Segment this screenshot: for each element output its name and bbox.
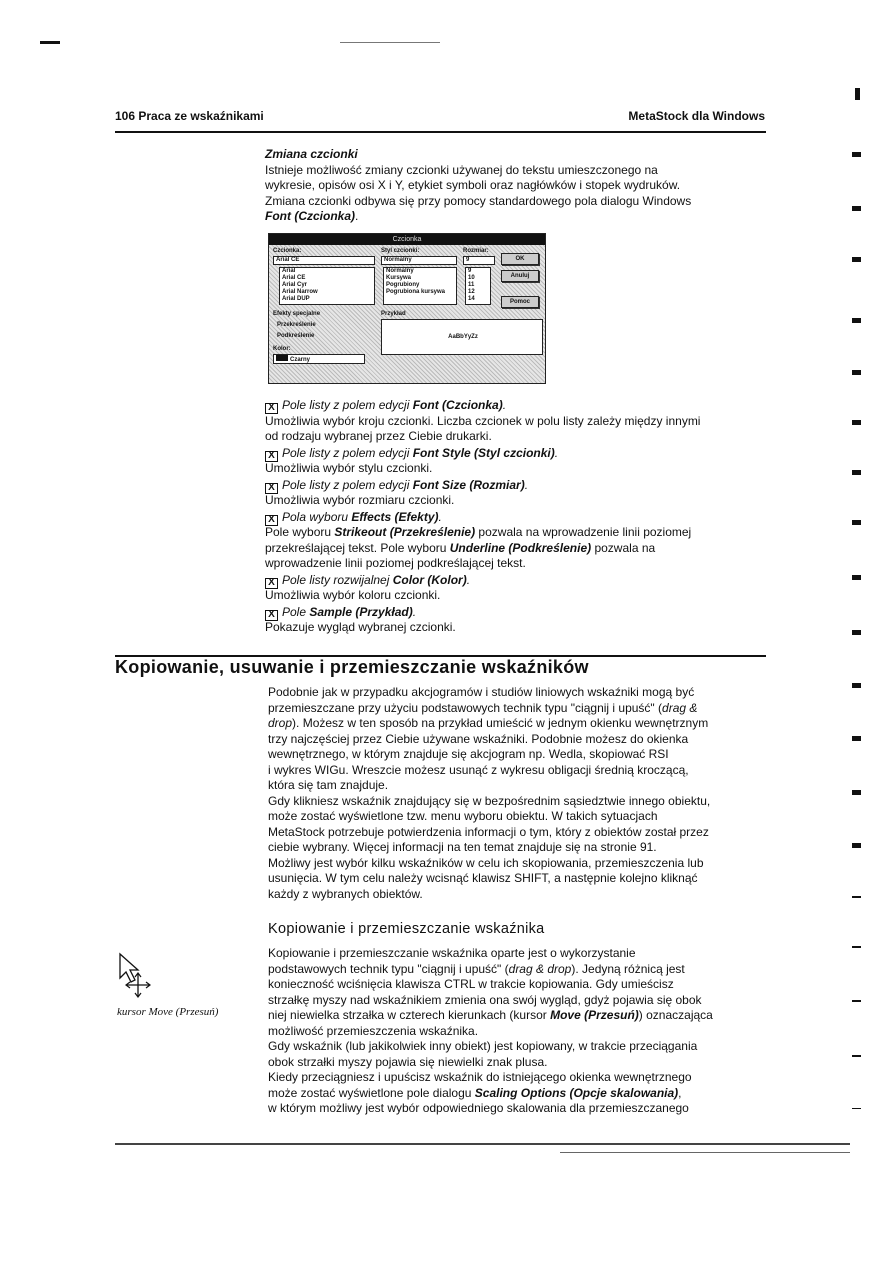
list-option: Pogrubiony [386,282,420,288]
text-span: drag & drop [508,961,572,976]
color-value: Czarny [290,357,311,363]
text-line [268,840,710,856]
checkbox-icon: X [265,483,278,494]
text-span: Istnieje możliwość zmiany czcionki używanej do tekstu umieszczonego na [265,162,658,177]
checkbox-icon: X [265,578,278,589]
list-option: Pogrubiona kursywa [386,289,446,295]
text-span: Możliwy jest wybór kilku wskaźników w celu ich skopiowania, przemieszczenia lub [268,855,704,870]
text-span: strzałkę myszy nad wskaźnikiem zmienia ona swój wygląd, gdyż pojawia się obok [268,992,702,1007]
text-line [265,620,700,636]
text-span: drag & [662,700,698,715]
text-line [265,588,700,604]
dialog-item-description [265,605,700,636]
font-list [279,267,375,305]
text-line [265,461,700,477]
text-span: Pole listy z polem edycji [282,398,413,412]
list-option: Kursywa [386,275,412,281]
cancel-button: Anuluj [501,270,539,282]
text-line [268,1070,713,1086]
text-line [265,556,700,572]
text-span: wewnętrznego, w którym znajduje się akcjogram np. Wedla, skopiować RSI [268,747,669,761]
main-paragraph [268,685,710,902]
move-cursor-icon [118,952,158,1002]
list-option: 10 [468,275,475,281]
text-span: Umożliwia wybór koloru czcionki. [265,588,441,602]
checkbox-icon: X [265,610,278,621]
text-span: Gdy klikniesz wskaźnik znajdujący się w bezpośrednim sąsiedztwie innego obiektu, [268,793,711,808]
text-span: Pole [282,604,310,619]
text-span: . [355,209,359,223]
sample-label: Przykład [381,311,406,317]
text-span: Zmiana czcionki [265,147,358,161]
text-line [265,178,691,194]
style-input: Normalny [381,256,457,265]
text-span: wykresie, opisów osi X i Y, etykiet symboli oraz nagłówków i stopek wydruków. [265,178,681,192]
checkbox-icon: X [265,403,278,414]
text-line [265,194,691,210]
checkbox-icon: X [265,451,278,462]
text-span: Gdy wskaźnik (lub jakikolwiek inny obiekt) jest kopiowany, w trakcie przeciągania [268,1039,698,1053]
text-span: Font (Czcionka) [265,209,355,223]
text-line [265,605,700,621]
text-span: ). Jedyną różnicą jest [571,961,685,976]
style-list [383,267,457,305]
font-label: Czcionka: [273,248,302,254]
text-span: . [466,572,471,587]
text-span: Underline (Podkreślenie) [449,540,592,555]
text-span: każdy z wybranych obiektów. [268,886,423,901]
text-span: Kopiowanie i przemieszczanie wskaźnika oparte jest o wykorzystanie [268,946,636,960]
text-span: . [438,509,442,524]
text-line [268,1039,713,1055]
text-span: podstawowych technik typu "ciągnij i upuść" ( [268,961,509,976]
ok-button: OK [501,253,539,265]
text-line [265,525,700,541]
text-span: . [412,604,417,619]
text-span: Pole listy z polem edycji [282,477,413,492]
dialog-item-description [265,398,700,445]
text-span: . [524,477,529,492]
text-line [268,887,710,903]
footer-rule [115,1143,850,1145]
text-line [268,1101,713,1117]
text-span: Scaling Options (Opcje skalowania) [474,1085,679,1100]
text-span: Umożliwia wybór stylu czcionki. [265,461,433,475]
text-span: Pola wyboru [282,509,352,524]
text-line [268,685,710,701]
text-line [268,716,710,732]
text-line [268,747,710,763]
dialog-items [265,397,700,636]
text-line [268,856,710,872]
color-label: Kolor: [273,346,291,352]
text-span: Strikeout (Przekreślenie) [334,525,476,539]
text-span: Effects (Efekty) [351,509,439,524]
text-line [265,429,700,445]
list-option: 12 [468,289,475,295]
effects-label: Efekty specjalne [273,311,321,317]
list-option: 14 [468,296,475,302]
scan-line [340,42,440,43]
text-span: od rodzaju wybranej przez Ciebie drukarki. [265,429,492,443]
text-span: Podobnie jak w przypadku akcjogramów i studiów liniowych wskaźniki mogą być [268,685,695,699]
text-span: drop [268,716,293,730]
sample-box: AaBbYyZz [381,319,543,355]
text-span: Zmiana czcionki odbywa się przy pomocy standardowego pola dialogu Windows [265,193,692,208]
strikeout-checkbox: Przekreślenie [277,322,316,328]
size-label: Rozmiar: [463,248,489,254]
text-span: MetaStock potrzebuje potwierdzenia informacji o tym, który z obiektów został przez [268,824,709,839]
size-input: 9 [463,256,495,265]
text-line [265,510,700,526]
text-line [265,209,691,225]
text-line [268,763,710,779]
text-line [268,701,710,717]
text-line [268,778,710,794]
list-option: 11 [468,282,475,288]
text-line [265,398,700,414]
text-line [265,493,700,509]
main-heading: Kopiowanie, usuwanie i przemieszczanie wskaźników [115,657,589,677]
text-span: może zostać wyświetlone pole dialogu [268,1085,475,1100]
text-span: Umożliwia wybór kroju czcionki. Liczba czcionek w polu listy zależy między innymi [265,413,701,428]
text-span: pozwala na [591,540,656,555]
text-line [268,871,710,887]
font-dialog-screenshot [268,233,546,384]
text-line [265,163,691,179]
text-span: . [502,398,507,412]
text-line [265,541,700,557]
text-line [268,993,713,1009]
text-line [265,478,700,494]
underline-checkbox: Podkreślenie [277,333,315,339]
text-span: Sample (Przykład) [309,604,413,619]
text-span: możliwość przemieszczenia wskaźnika. [268,1023,479,1038]
text-span: . [554,445,559,460]
text-line [268,962,713,978]
running-header-right: MetaStock dla Windows [628,109,765,123]
text-span: Color (Kolor) [392,572,467,587]
dialog-item-description [265,573,700,604]
text-span: Font Style (Styl czcionki) [412,445,555,460]
checkbox-icon: X [265,515,278,526]
list-option: Arial Cyr [282,282,308,288]
text-span: przekreślającej tekst. Pole wyboru [265,540,450,555]
list-option: Arial CE [282,275,306,281]
list-option: Normalny [386,268,414,274]
font-section-text [265,147,691,225]
text-span: Pokazuje wygląd wybranej czcionki. [265,620,456,634]
text-span: trzy najczęściej przez Ciebie używane wskaźniki. Podobnie możesz do okienka [268,731,689,746]
text-span: ). Możesz w ten sposób na przykład umieścić w jednym okienku wewnętrznym [292,716,709,730]
footer-rule-2 [560,1152,850,1153]
text-line [268,1008,713,1024]
text-span: która się tam znajduje. [268,778,389,792]
text-span: Pole wyboru [265,525,335,539]
sub-heading: Kopiowanie i przemieszczanie wskaźnika [268,921,545,937]
text-line [268,977,713,993]
text-line [268,1086,713,1102]
list-option: Arial [282,268,296,274]
scan-mark [40,41,60,44]
text-line [268,1024,713,1040]
font-input: Arial CE [273,256,375,265]
text-span: konieczność wciśnięcia klawisza CTRL w trakcie kopiowania. Gdy umieścisz [268,977,674,991]
text-line [268,825,710,841]
running-header-left: 106 Praca ze wskaźnikami [115,109,264,123]
text-line [268,794,710,810]
text-span: przemieszczane przy użyciu podstawowych technik typu "ciągnij i upuść" ( [268,700,663,715]
dialog-title: Czcionka [269,234,545,245]
text-line [268,946,713,962]
text-span: Pole listy rozwijalnej [282,572,393,587]
text-span: niej niewielka strzałka w czterech kierunkach (kursor [268,1008,551,1022]
text-span: usunięcia. W tym celu należy wcisnąć klawisz SHIFT, a następnie kolejno kliknąć [268,871,698,885]
text-span: Font Size (Rozmiar) [412,477,525,492]
header-rule [115,131,766,133]
text-span: pozwala na wprowadzenie linii poziomej [475,525,692,539]
text-line [265,414,700,430]
size-list [465,267,491,305]
help-button: Pomoc [501,296,539,308]
text-line [265,573,700,589]
text-span: Umożliwia wybór rozmiaru czcionki. [265,493,455,507]
text-span: wprowadzenie linii poziomej podkreślającej tekst. [265,556,526,570]
list-option: Arial DUP [282,296,310,302]
text-span: Font (Czcionka) [412,398,503,412]
text-span: w którym możliwy jest wybór odpowiedniego skalowania dla przemieszczanego [268,1101,689,1115]
dialog-item-description [265,510,700,572]
text-span: ) oznaczająca [638,1008,713,1022]
sub-paragraph [268,946,713,1117]
text-line [268,1055,713,1071]
text-span: obok strzałki myszy pojawia się niewielki znak plusa. [268,1054,548,1069]
style-label: Styl czcionki: [381,248,420,254]
text-line [268,809,710,825]
text-line [268,732,710,748]
text-span: , [678,1085,682,1100]
text-span: Move (Przesuń) [550,1008,639,1022]
dialog-item-description [265,478,700,509]
list-option: Arial Narrow [282,289,318,295]
list-option: 9 [468,268,472,274]
cursor-caption: kursor Move (Przesuń) [117,1006,219,1018]
text-span: Kiedy przeciągniesz i upuścisz wskaźnik do istniejącego okienka wewnętrznego [268,1070,692,1084]
dialog-item-description [265,446,700,477]
color-select [273,354,365,364]
text-line [265,446,700,462]
text-span: ciebie wybrany. Więcej informacji na ten temat znajduje się na stronie 91. [268,840,657,854]
text-line [265,147,691,163]
text-span: i wykres WIGu. Wreszcie możesz usunąć z wykresu obligacji średnią kroczącą, [268,762,689,777]
text-span: Pole listy z polem edycji [282,445,413,460]
text-span: może zostać wyświetlone tzw. menu wyboru obiektu. W takich sytuacjach [268,809,658,823]
